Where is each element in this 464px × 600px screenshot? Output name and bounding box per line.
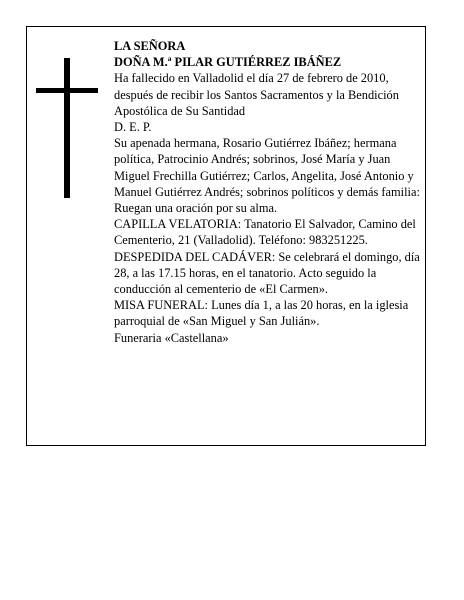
funeral-home: Funeraria «Castellana» [114, 330, 229, 345]
notice-title-line-1: LA SEÑORA [114, 39, 186, 53]
cross-icon [36, 58, 98, 198]
obituary-text [114, 38, 420, 346]
chapel-info: CAPILLA VELATORIA: Tanatorio El Salvador, Camino del Cementerio, 21 (Valladolid). Teléfono: 983251225. [114, 217, 416, 248]
farewell-info: DESPEDIDA DEL CADÁVER: Se celebrará el domingo, día 28, a las 17.15 horas, en el tanatorio. Acto seguido la conducción al cementerio de «El Carmen». [114, 249, 420, 297]
rest-in-peace: D. E. P. [114, 120, 152, 135]
deceased-name: DOÑA M.ª PILAR GUTIÉRREZ IBÁÑEZ [114, 55, 342, 70]
cross-vertical-bar [64, 58, 70, 198]
cross-horizontal-bar [36, 88, 98, 93]
death-announcement: Ha fallecido en Valladolid el día 27 de febrero de 2010, después de recibir los Santos Sacramentos y la Bendición Apostólica de Su Santidad [114, 71, 399, 118]
prayer-request: Ruegan una oración por su alma. [114, 201, 278, 216]
family-list: Su apenada hermana, Rosario Gutiérrez Ibáñez; hermana política, Patrocinio Andrés; sobrinos, José María y Juan Miguel Frechilla Gutiérrez; Carlos, Angelita, José Antonio y Manuel Gutiérrez Andrés; sobrinos políticos y demás familia: [114, 136, 420, 199]
funeral-mass-info: MISA FUNERAL: Lunes día 1, a las 20 horas, en la iglesia parroquial de «San Miguel y San Julián». [114, 298, 409, 329]
